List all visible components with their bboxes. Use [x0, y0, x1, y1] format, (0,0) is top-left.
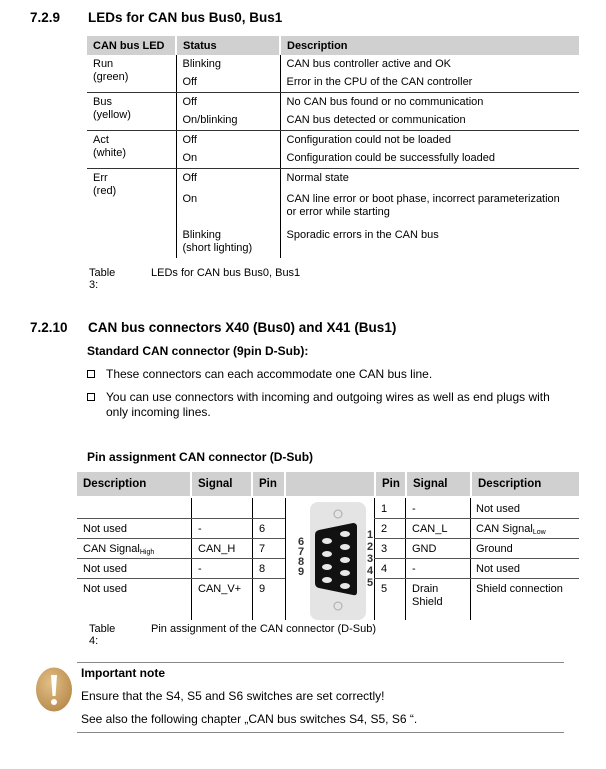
led-color: (yellow) [93, 109, 131, 121]
desc-main: CAN Signal [476, 523, 533, 535]
right-pin: 4 [381, 563, 388, 575]
left-desc: Not used [83, 583, 128, 595]
header-pin-right: Pin [376, 472, 405, 496]
left-signal: CAN_V+ [198, 583, 242, 595]
header-signal-right: Signal [407, 472, 470, 496]
column-divider [470, 498, 471, 620]
led-name: Bus [93, 96, 112, 108]
pin-label-right: 4 [367, 565, 374, 577]
caption-text: LEDs for CAN bus Bus0, Bus1 [151, 267, 301, 279]
pin-table-heading: Pin assignment CAN connector (D-Sub) [87, 450, 314, 464]
caption-text: Pin assignment of the CAN connector (D-Sub) [151, 623, 376, 635]
left-pin: 9 [259, 583, 266, 595]
left-pin: 6 [259, 523, 266, 535]
row-divider [77, 518, 285, 519]
right-pin: 5 [381, 583, 388, 595]
caption-label: Table 3: [89, 267, 116, 291]
checkbox-bullet-icon [87, 370, 95, 378]
left-desc [83, 543, 154, 559]
table-row [87, 55, 579, 74]
bullet-text: You can use connectors with incoming and outgoing wires as well as end plugs with [106, 390, 550, 404]
desc-cell [280, 188, 579, 222]
status-cell [176, 222, 280, 258]
signal-line: Drain [412, 583, 439, 595]
left-signal: CAN_H [198, 543, 236, 555]
column-divider [191, 498, 192, 620]
led-name: Act [93, 134, 109, 146]
column-divider [252, 498, 253, 620]
desc-cell: Error in the CPU of the CAN controller [280, 74, 579, 93]
table-row [87, 93, 579, 113]
status-cell: Off [176, 169, 280, 189]
status-cell: Off [176, 74, 280, 93]
header-description: Description [280, 36, 579, 55]
desc-cell: Configuration could be successfully loaded [280, 150, 579, 169]
section-title: CAN bus connectors X40 (Bus0) and X41 (Bus1) [88, 320, 397, 335]
pin-label-left: 6 [298, 536, 305, 548]
pin-label-left: 8 [298, 556, 305, 568]
status-line: Blinking [182, 229, 222, 241]
note-line: Ensure that the S4, S5 and S6 switches are set correctly! [81, 689, 385, 703]
desc-cell: Sporadic errors in the CAN bus [280, 222, 579, 258]
note-title: Important note [81, 666, 165, 680]
status-cell: On [176, 188, 280, 222]
signal-line: Shield [412, 596, 443, 608]
table-row [87, 169, 579, 189]
bullet-text: only incoming lines. [106, 405, 211, 419]
led-name: Err [93, 172, 108, 184]
status-cell: Blinking [176, 55, 280, 74]
desc-subscript: Low [532, 529, 546, 536]
right-desc: Ground [476, 543, 513, 555]
led-table [87, 36, 579, 258]
row-divider [374, 518, 579, 519]
right-signal: CAN_L [412, 523, 448, 535]
led-cell [87, 93, 176, 131]
right-pin: 2 [381, 523, 388, 535]
pin-label-right: 2 [367, 541, 374, 553]
exclamation-dot [51, 699, 57, 705]
bullet-item [87, 367, 582, 382]
desc-cell: Configuration could not be loaded [280, 131, 579, 151]
desc-cell: No CAN bus found or no communication [280, 93, 579, 113]
right-signal [412, 583, 443, 609]
left-desc: Not used [83, 563, 128, 575]
note-bottom-rule [77, 732, 564, 733]
row-divider [77, 578, 285, 579]
led-color: (green) [93, 71, 129, 83]
exclamation-icon [35, 667, 73, 712]
pin-label-right: 5 [367, 577, 374, 589]
header-image [286, 472, 374, 496]
led-cell [87, 131, 176, 169]
left-pin: 7 [259, 543, 266, 555]
right-signal: GND [412, 543, 437, 555]
status-cell: On/blinking [176, 112, 280, 131]
right-pin: 3 [381, 543, 388, 555]
column-divider [285, 498, 286, 620]
desc-main: CAN Signal [83, 543, 140, 555]
header-signal-left: Signal [192, 472, 251, 496]
right-desc: Not used [476, 503, 521, 515]
note-top-rule [77, 662, 564, 663]
row-divider [374, 578, 579, 579]
right-desc [476, 523, 546, 539]
left-signal: - [198, 563, 202, 575]
status-cell: Off [176, 131, 280, 151]
dsub-connector-icon [287, 496, 375, 620]
left-signal: - [198, 523, 202, 535]
bullet-text: These connectors can each accommodate one CAN bus line. [106, 367, 433, 381]
dsub-connector-diagram [287, 496, 375, 620]
pin-label-left: 7 [298, 546, 305, 558]
led-color: (white) [93, 147, 127, 159]
pin-label-left: 9 [298, 566, 305, 578]
header-led: CAN bus LED [87, 36, 176, 55]
table-row [87, 131, 579, 151]
note-line: See also the following chapter „CAN bus switches S4, S5, S6 “. [81, 712, 418, 726]
desc-cell: CAN bus detected or communication [280, 112, 579, 131]
header-description-left: Description [77, 472, 190, 496]
desc-line: CAN line error or boot phase, incorrect parameterization [286, 193, 560, 205]
header-pin-left: Pin [253, 472, 284, 496]
desc-cell: Normal state [280, 169, 579, 189]
pin-label-right: 1 [367, 529, 374, 541]
table-header-row [87, 36, 579, 55]
header-status: Status [176, 36, 280, 55]
led-cell [87, 169, 176, 259]
checkbox-bullet-icon [87, 393, 95, 401]
right-desc: Not used [476, 563, 521, 575]
pin-table [77, 472, 579, 620]
right-desc: Shield connection [476, 583, 563, 595]
led-name: Run [93, 58, 114, 70]
left-desc: Not used [83, 523, 128, 535]
right-signal: - [412, 503, 416, 515]
section-number: 7.2.10 [30, 320, 68, 335]
right-pin: 1 [381, 503, 388, 515]
status-line: (short lighting) [182, 242, 253, 254]
row-divider [374, 558, 579, 559]
led-cell [87, 55, 176, 93]
row-divider [77, 538, 285, 539]
left-pin: 8 [259, 563, 266, 575]
led-color: (red) [93, 185, 117, 197]
status-cell: On [176, 150, 280, 169]
subsection-title: Standard CAN connector (9pin D-Sub): [87, 344, 309, 358]
section-number: 7.2.9 [30, 10, 61, 25]
status-cell: Off [176, 93, 280, 113]
desc-cell: CAN bus controller active and OK [280, 55, 579, 74]
desc-line: or error while starting [286, 206, 390, 218]
pin-label-right: 3 [367, 553, 374, 565]
bullet-item [87, 390, 582, 420]
desc-subscript: High [139, 549, 155, 556]
header-description-right: Description [472, 472, 579, 496]
section-title: LEDs for CAN bus Bus0, Bus1 [88, 10, 283, 25]
connector-face [315, 523, 357, 595]
column-divider [405, 498, 406, 620]
caption-label: Table 4: [89, 623, 116, 647]
right-signal: - [412, 563, 416, 575]
